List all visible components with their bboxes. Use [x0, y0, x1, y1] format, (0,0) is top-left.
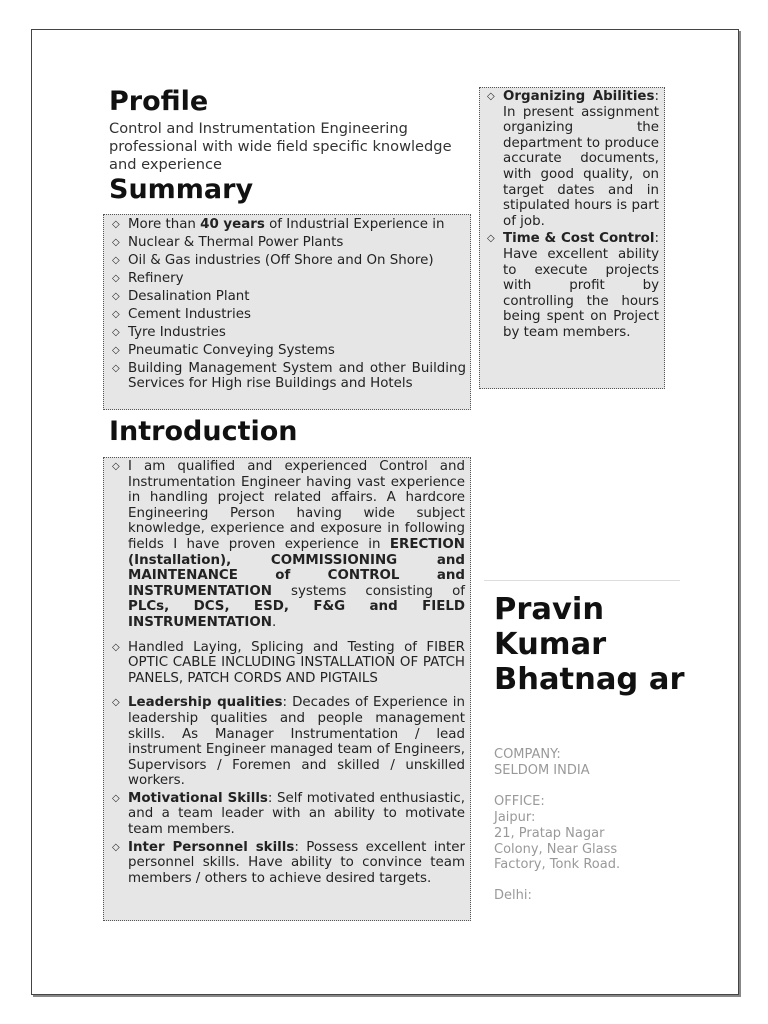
office-address: 21, Pratap Nagar Colony, Near Glass Factory, Tonk Road.	[494, 826, 621, 873]
person-name: Pravin Kumar Bhatnag ar	[494, 592, 685, 697]
list-item: ◇ Nuclear & Thermal Power Plants	[112, 234, 344, 250]
profile-heading: Profile	[109, 86, 209, 117]
list-item: ◇ I am qualified and experienced Control and Instrumentation Engineer having vast experience in handling project related affairs. A hardcore Engineering Person having wide subject knowledge, experience and exposure in following fields I have proven experience in ERECTION (Installation), COMMISSIONING and MAINTENANCE of CONTROL and INSTRUMENTATION systems consisting of PLCs, DCS, ESD, F&G and FIELD INSTRUMENTATION.	[112, 459, 465, 630]
diamond-bullet-icon: ◇	[487, 233, 495, 245]
diamond-bullet-icon: ◇	[112, 290, 120, 302]
diamond-bullet-icon: ◇	[112, 362, 120, 374]
office-label: OFFICE:	[494, 794, 545, 809]
list-item: ◇ Organizing Abilities: In present assignment organizing the department to produce accurate documents, with good quality, on target dates and in stipulated hours is part of job.	[487, 89, 659, 229]
introduction-box	[103, 457, 471, 921]
abilities-list	[481, 89, 659, 341]
list-item: ◇ Building Management System and other Building Services for High rise Buildings and Hotels	[112, 360, 466, 392]
list-item: ◇ Handled Laying, Splicing and Testing of FIBER OPTIC CABLE INCLUDING INSTALLATION OF PATCH PANELS, PATCH CORDS AND PIGTAILS	[112, 639, 465, 686]
introduction-list	[106, 459, 465, 886]
list-item: ◇ Inter Personnel skills: Possess excellent inter personnel skills. Have ability to convince team members / others to achieve desired targets.	[112, 839, 465, 886]
company-label: COMPANY:	[494, 747, 561, 762]
diamond-bullet-icon: ◇	[112, 344, 120, 356]
office-city: Jaipur:	[494, 810, 536, 825]
diamond-bullet-icon: ◇	[112, 219, 120, 230]
divider	[484, 580, 680, 581]
delhi-label: Delhi:	[494, 888, 532, 903]
diamond-bullet-icon: ◇	[112, 792, 120, 804]
diamond-bullet-icon: ◇	[112, 461, 120, 472]
diamond-bullet-icon: ◇	[487, 91, 495, 102]
company-name: SELDOM INDIA	[494, 763, 590, 778]
list-item: ◇ Pneumatic Conveying Systems	[112, 342, 335, 358]
diamond-bullet-icon: ◇	[112, 697, 120, 709]
summary-heading: Summary	[109, 174, 254, 205]
diamond-bullet-icon: ◇	[112, 272, 120, 284]
summary-box	[103, 214, 471, 410]
list-item: ◇ More than 40 years of Industrial Experience in	[112, 217, 445, 232]
diamond-bullet-icon: ◇	[112, 326, 120, 338]
diamond-bullet-icon: ◇	[112, 841, 120, 853]
list-item: ◇ Motivational Skills: Self motivated enthusiastic, and a team leader with an ability to motivate team members.	[112, 790, 465, 838]
diamond-bullet-icon: ◇	[112, 236, 120, 248]
abilities-box	[479, 87, 665, 389]
list-item: ◇ Cement Industries	[112, 306, 251, 322]
list-item: ◇ Desalination Plant	[112, 288, 250, 304]
list-item: ◇ Oil & Gas industries (Off Shore and On Shore)	[112, 252, 434, 268]
list-item: ◇ Leadership qualities: Decades of Experience in leadership qualities and people management skills. As Manager Instrumentation / lead instrument Engineer managed team of Engineers, Supervisors / Foremen and skilled / unskilled workers.	[112, 695, 465, 789]
diamond-bullet-icon: ◇	[112, 254, 120, 266]
summary-list	[106, 217, 466, 392]
profile-text: Control and Instrumentation Engineering professional with wide field specific knowledge and experience	[109, 120, 452, 173]
diamond-bullet-icon: ◇	[112, 308, 120, 320]
introduction-heading: Introduction	[109, 416, 298, 447]
list-item: ◇ Refinery	[112, 270, 184, 286]
diamond-bullet-icon: ◇	[112, 641, 120, 653]
list-item: ◇ Tyre Industries	[112, 324, 226, 340]
list-item: ◇ Time & Cost Control: Have excellent ability to execute projects with profit by controlling the hours being spent on Project by team members.	[487, 231, 659, 340]
